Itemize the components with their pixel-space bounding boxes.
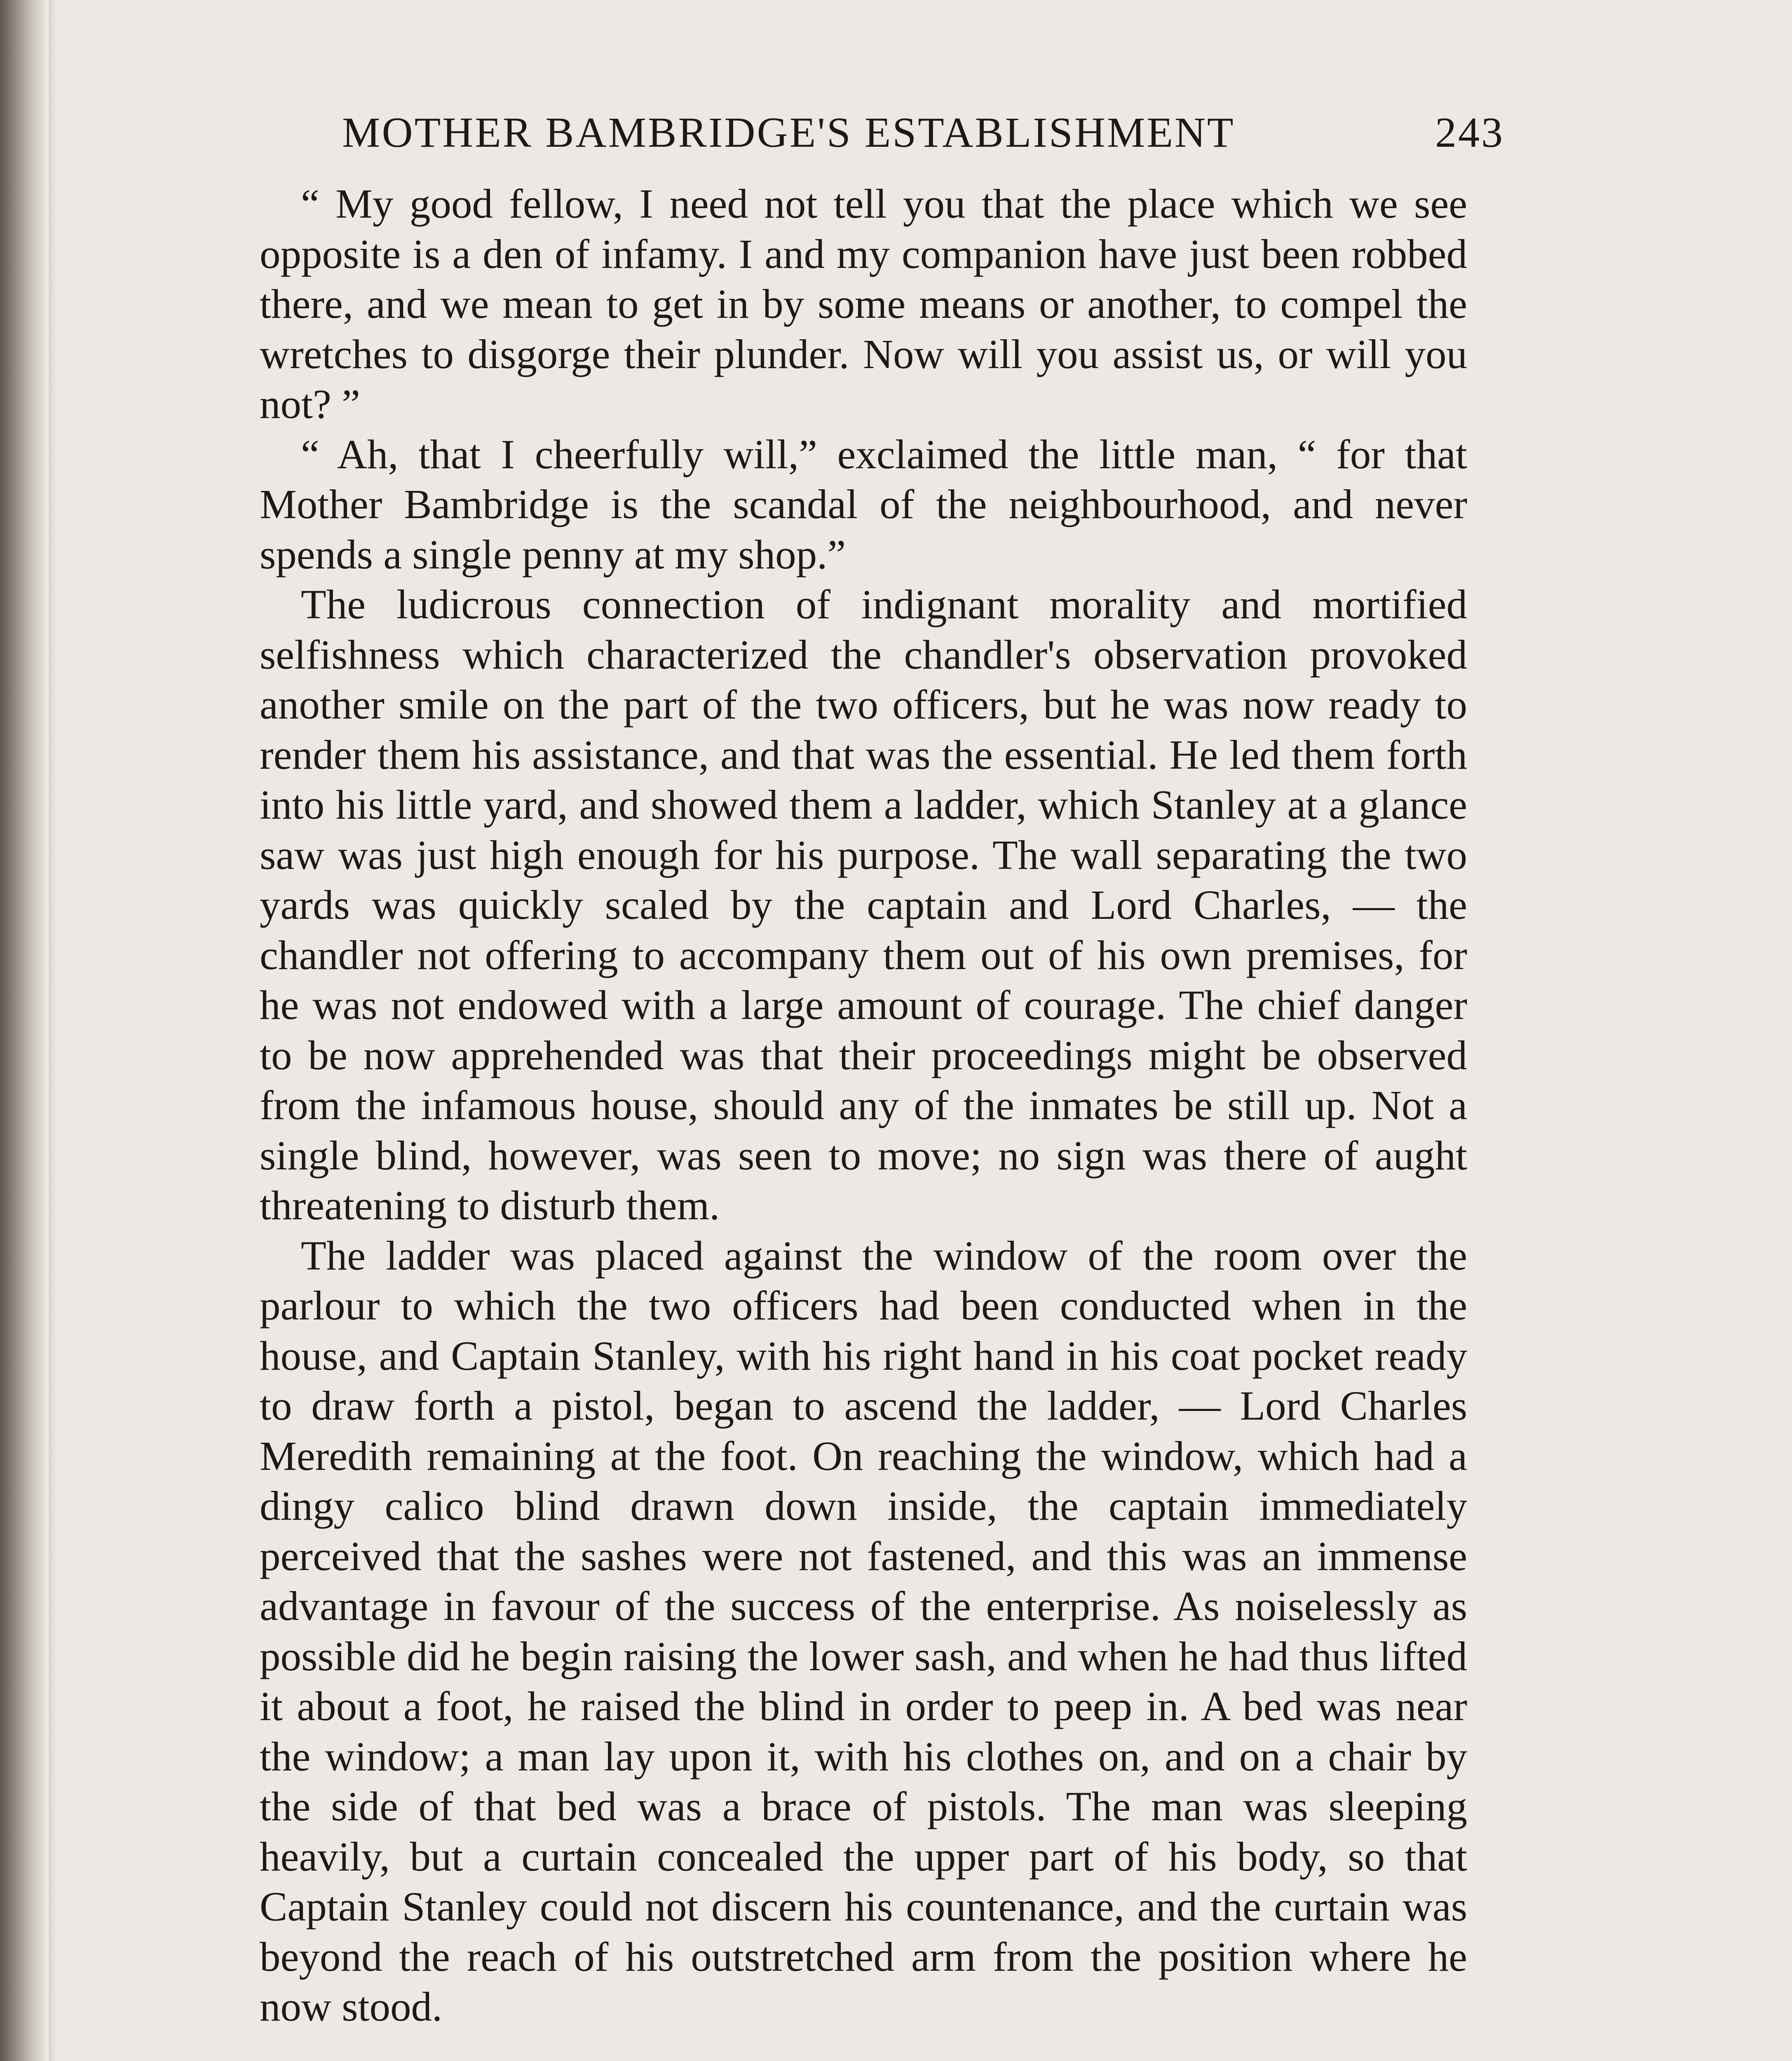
book-page (260, 109, 1504, 2061)
body-text (260, 179, 1467, 2032)
running-head (342, 111, 1504, 154)
page-edge-shadow (0, 0, 45, 2061)
paragraph: The ladder was placed against the window of the room over the parlour to which the two officers had been conducted when in the house, and Captain Stanley, with his right hand in his coat pocket ready to draw forth a pistol, began to ascend the ladder, — Lord Charles Meredith remaining at the foot. On reaching the window, which had a dingy calico blind drawn down inside, the captain immediately perceived that the sashes were not fastened, and this was an immense advantage in favour of the success of the enterprise. As noiselessly as possible did he begin raising the lower sash, and when he had thus lifted it about a foot, he raised the blind in order to peep in. A bed was near the window; a man lay upon it, with his clothes on, and on a chair by the side of that bed was a brace of pistols. The man was sleeping heavily, but a curtain concealed the upper part of his body, so that Captain Stanley could not discern his countenance, and the curtain was beyond the reach of his outstretched arm from the position where he now stood. (260, 1232, 1467, 2030)
paragraph: “ Ah, that I cheerfully will,” exclaimed the little man, “ for that Mother Bambridge is the scandal of the neighbourhood, and never spends a single penny at my shop.” (260, 431, 1467, 577)
running-head-title: MOTHER BAMBRIDGE'S ESTABLISHMENT (342, 109, 1235, 156)
gutter (49, 0, 56, 2061)
paragraph: The ludicrous connection of indignant morality and mortified selfishness which characterized the chandler's observation provoked another smile on the part of the two officers, but he was now ready to render them his assistance, and that was the essential. He led them forth into his little yard, and showed them a ladder, which Stanley at a glance saw was just high enough for his purpose. The wall separating the two yards was quickly scaled by the captain and Lord Charles, — the chandler not offering to accompany them out of his own premises, for he was not endowed with a large amount of courage. The chief danger to be now apprehended was that their proceedings might be observed from the infamous house, should any of the inmates be still up. Not a single blind, however, was seen to move; no sign was there of aught threatening to disturb them. (260, 581, 1467, 1228)
page-number: 243 (1435, 109, 1504, 156)
paragraph: “ My good fellow, I need not tell you that the place which we see opposite is a den of infamy. I and my companion have just been robbed there, and we mean to get in by some means or another, to compel the wretches to disgorge their plunder. Now will you assist us, or will you not? ” (260, 181, 1467, 427)
